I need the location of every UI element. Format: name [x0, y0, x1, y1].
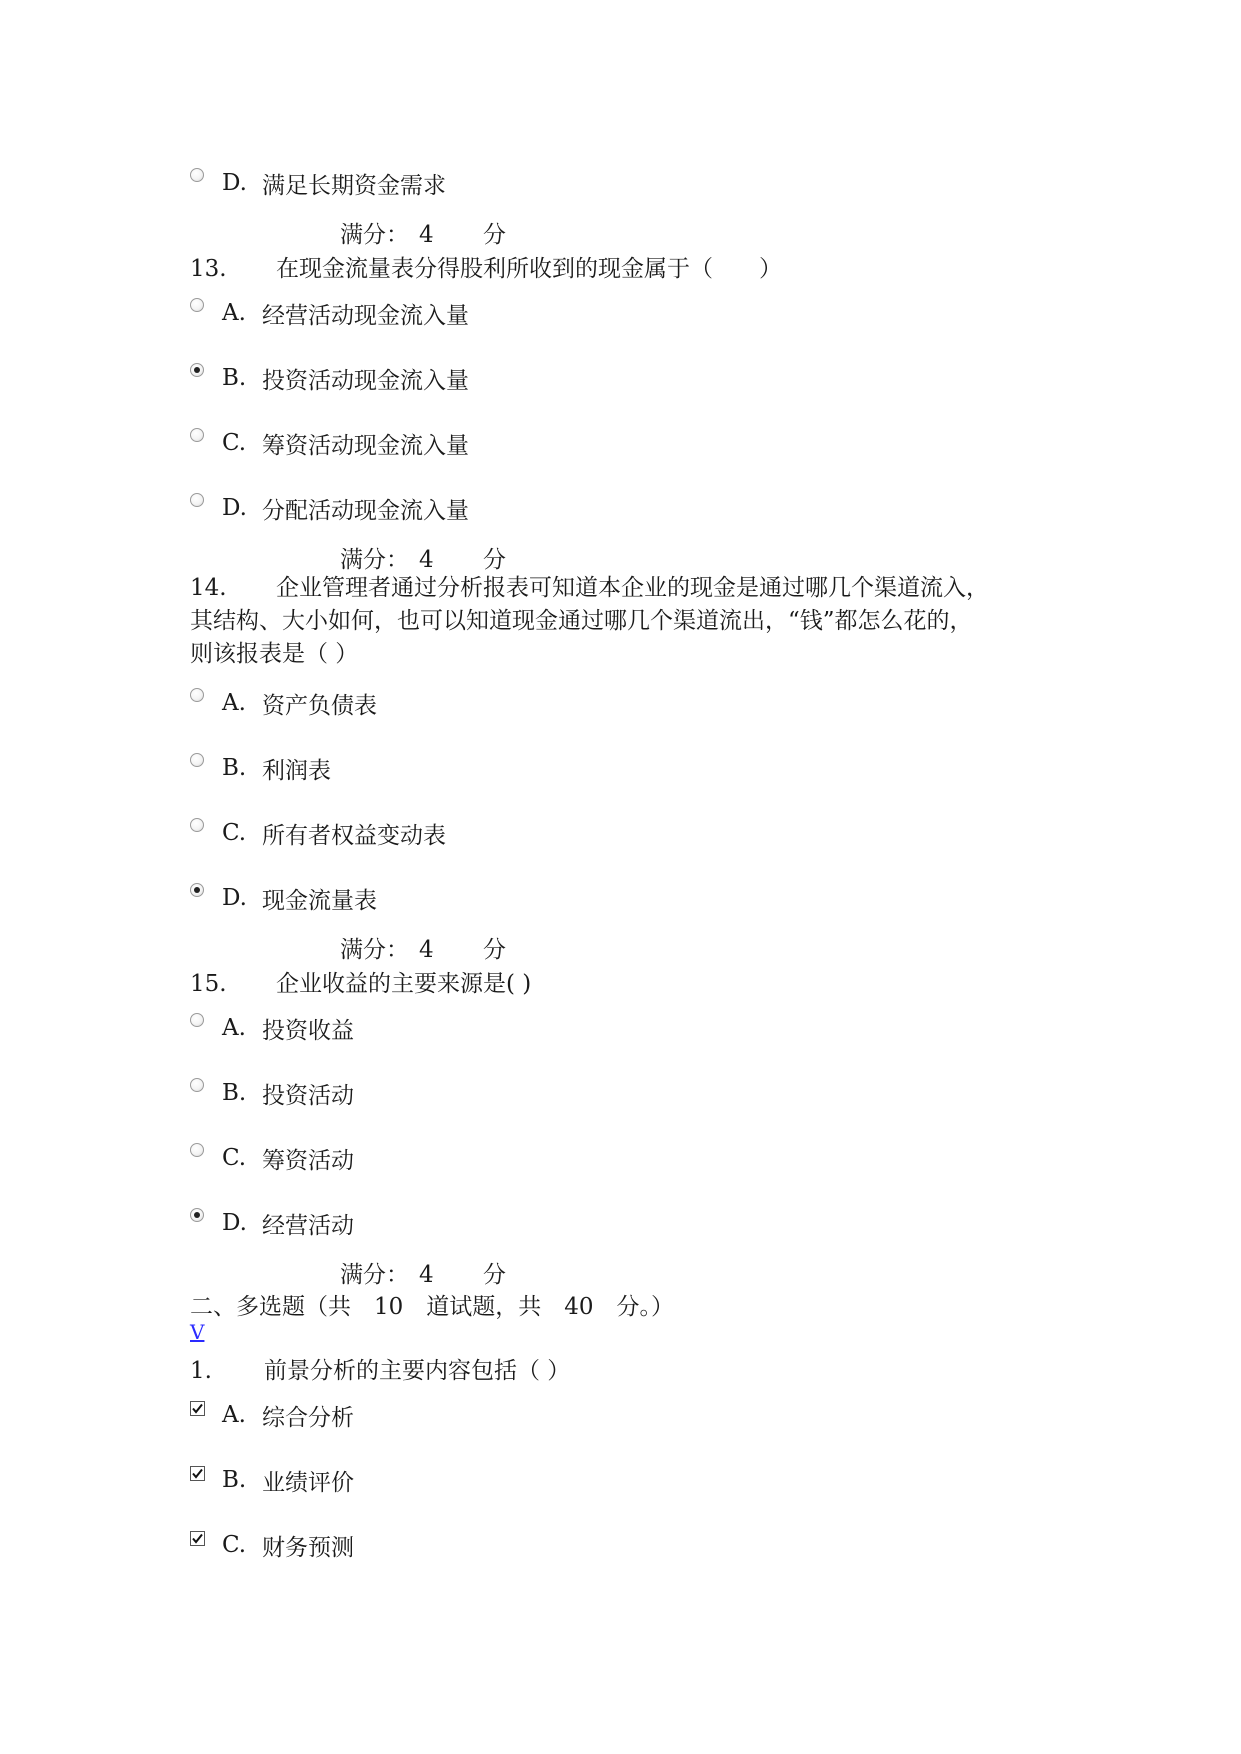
- score-line: [340, 1256, 506, 1289]
- score-label: 满分：: [340, 222, 409, 248]
- q14-option-d[interactable]: [190, 880, 377, 916]
- question-number: 15.: [190, 971, 227, 997]
- checkbox-checked[interactable]: [190, 1466, 205, 1481]
- q14-option-a[interactable]: [190, 685, 377, 721]
- radio-button[interactable]: [190, 493, 204, 507]
- m1-option-a[interactable]: [190, 1397, 354, 1433]
- question-text: 企业收益的主要来源是( ): [276, 971, 532, 997]
- option-text: 业绩评价: [262, 1469, 354, 1496]
- option-letter: C.: [222, 1532, 247, 1558]
- q13-option-a[interactable]: [190, 295, 469, 331]
- option-letter: C.: [222, 820, 247, 846]
- option-letter: D.: [222, 170, 247, 196]
- option-letter: B.: [222, 1467, 247, 1493]
- radio-button[interactable]: [190, 298, 204, 312]
- checkbox-checked[interactable]: [190, 1401, 205, 1416]
- option-letter: A.: [222, 1402, 246, 1428]
- option-text: 满足长期资金需求: [262, 172, 446, 199]
- q13-option-c[interactable]: [190, 425, 469, 461]
- score-label: 满分：: [340, 937, 409, 963]
- q14-option-b[interactable]: [190, 750, 331, 786]
- score-unit: 分: [483, 222, 506, 248]
- question-text-line: 企业管理者通过分析报表可知道本企业的现金是通过哪几个渠道流入，: [276, 575, 989, 601]
- question-number: 1.: [190, 1358, 212, 1384]
- radio-button[interactable]: [190, 818, 204, 832]
- radio-button-selected[interactable]: [190, 883, 204, 897]
- radio-button[interactable]: [190, 753, 204, 767]
- score-value: 4: [419, 1262, 434, 1288]
- radio-button[interactable]: [190, 688, 204, 702]
- question-13: [190, 250, 782, 283]
- score-unit: 分: [483, 547, 506, 573]
- option-text: 投资收益: [262, 1017, 354, 1044]
- radio-button[interactable]: [190, 1143, 204, 1157]
- score-unit: 分: [483, 937, 506, 963]
- option-text: 综合分析: [262, 1404, 354, 1431]
- option-letter: B.: [222, 365, 247, 391]
- option-text: 现金流量表: [262, 887, 377, 914]
- m1-option-b[interactable]: [190, 1462, 354, 1498]
- radio-button-selected[interactable]: [190, 363, 204, 377]
- option-text: 筹资活动: [262, 1147, 354, 1174]
- checkbox-checked[interactable]: [190, 1531, 205, 1546]
- q15-option-d[interactable]: [190, 1205, 354, 1241]
- option-letter: D.: [222, 1210, 247, 1236]
- option-letter: C.: [222, 1145, 247, 1171]
- score-line: [340, 931, 506, 964]
- score-unit: 分: [483, 1262, 506, 1288]
- option-text: 所有者权益变动表: [262, 822, 446, 849]
- option-text: 财务预测: [262, 1534, 354, 1561]
- question-number: 14.: [190, 575, 227, 601]
- score-value: 4: [419, 222, 434, 248]
- option-letter: B.: [222, 1080, 247, 1106]
- score-label: 满分：: [340, 1262, 409, 1288]
- score-line: [340, 541, 506, 574]
- option-letter: A.: [222, 690, 246, 716]
- q15-option-c[interactable]: [190, 1140, 354, 1176]
- question-text-line: 则该报表是（ ）: [190, 641, 359, 667]
- radio-button-selected[interactable]: [190, 1208, 204, 1222]
- radio-button[interactable]: [190, 428, 204, 442]
- option-text: 筹资活动现金流入量: [262, 432, 469, 459]
- option-text: 经营活动: [262, 1212, 354, 1239]
- option-letter: B.: [222, 755, 247, 781]
- score-value: 4: [419, 547, 434, 573]
- option-letter: C.: [222, 430, 247, 456]
- option-text: 利润表: [262, 757, 331, 784]
- radio-button[interactable]: [190, 1013, 204, 1027]
- q13-option-b[interactable]: [190, 360, 469, 396]
- collapse-link[interactable]: [190, 1320, 204, 1344]
- radio-button[interactable]: [190, 1078, 204, 1092]
- score-value: 4: [419, 937, 434, 963]
- option-text: 投资活动现金流入量: [262, 367, 469, 394]
- option-letter: D.: [222, 885, 247, 911]
- score-label: 满分：: [340, 547, 409, 573]
- question-15: [190, 965, 531, 998]
- multi-question-1: [190, 1352, 570, 1385]
- option-letter: D.: [222, 495, 247, 521]
- q14-option-c[interactable]: [190, 815, 446, 851]
- link-v[interactable]: V: [190, 1320, 205, 1344]
- question-number: 13.: [190, 256, 227, 282]
- option-text: 资产负债表: [262, 692, 377, 719]
- question-text-line: 其结构、大小如何，也可以知道现金通过哪几个渠道流出，“钱”都怎么花的，: [190, 608, 973, 634]
- q12-option-d[interactable]: [190, 165, 446, 201]
- option-text: 投资活动: [262, 1082, 354, 1109]
- q13-option-d[interactable]: [190, 490, 469, 526]
- m1-option-c[interactable]: [190, 1527, 354, 1563]
- radio-button[interactable]: [190, 168, 204, 182]
- q15-option-a[interactable]: [190, 1010, 354, 1046]
- q15-option-b[interactable]: [190, 1075, 354, 1111]
- option-text: 分配活动现金流入量: [262, 497, 469, 524]
- option-letter: A.: [222, 1015, 246, 1041]
- question-text: 前景分析的主要内容包括（ ）: [264, 1358, 571, 1384]
- question-text: 在现金流量表分得股利所收到的现金属于（ ）: [276, 256, 782, 282]
- section-heading: 二、多选题（共 10 道试题，共 40 分。）: [190, 1294, 675, 1320]
- question-14: [190, 572, 1070, 671]
- score-line: [340, 216, 506, 249]
- option-letter: A.: [222, 300, 246, 326]
- option-text: 经营活动现金流入量: [262, 302, 469, 329]
